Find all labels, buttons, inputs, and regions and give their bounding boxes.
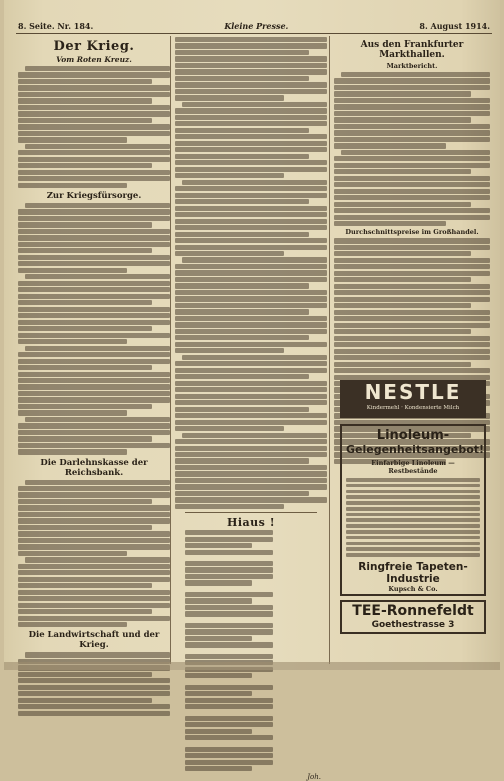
ad-brand-owner: Kupsch & Co. [388,584,438,593]
ad-brand: Ringfreie Tapeten-Industrie [358,560,468,585]
column-divider-1 [170,36,171,664]
newspaper-name: Kleine Presse. [224,21,289,31]
article-text [18,480,170,628]
section-heading: Die Landwirtschaft und der Krieg. [28,630,160,651]
page-bottom-edge [4,662,500,670]
section-heading: Die Darlehnskasse der Reichsbank. [40,457,148,478]
section-rule [185,512,317,513]
article-text [18,66,170,188]
market-title: Aus den Frankfurter Markthallen. [360,40,464,60]
newspaper-page [4,0,500,781]
nestle-advertisement [340,380,486,418]
ad-headline: Linoleum- [376,428,450,443]
section-heading: Zur Kriegsfürsorge. [46,190,142,201]
nestle-brand: NESTLE [364,380,462,404]
article-text [175,37,327,509]
market-subtitle: Marktbericht. [386,62,438,70]
linoleum-advertisement [340,424,486,596]
poem-title: Hiaus ! [226,516,276,530]
tee-advertisement [340,600,486,634]
tee-address: Goethestrasse 3 [371,620,455,630]
column-2 [175,37,327,781]
poem-text [175,530,327,771]
issue-date: 8. August 1914. [419,21,490,31]
ad-note: Einfarbige Linoleum — Restbestände [371,459,455,475]
page-header [18,20,490,32]
page-number: 8. Seite. Nr. 184. [18,21,94,31]
column-divider-2 [329,36,330,664]
article-title: Der Krieg. [53,39,135,54]
price-subtitle: Durchschnittspreise im Großhandel. [345,228,479,237]
article-text [18,203,170,455]
market-text [334,72,490,226]
ad-headline-2: Gelegenheitsangebot! [346,443,485,456]
article-subtitle: Vom Roten Kreuz. [56,55,132,64]
poem-signature: Joh. [307,772,321,781]
tee-brand: TEE-Ronnefeldt [352,603,474,619]
nestle-tagline: Kindermehl · Kondensierte Milch [366,405,460,411]
ad-price-rows [346,478,480,557]
column-1 [18,37,170,663]
header-rule [16,33,492,34]
